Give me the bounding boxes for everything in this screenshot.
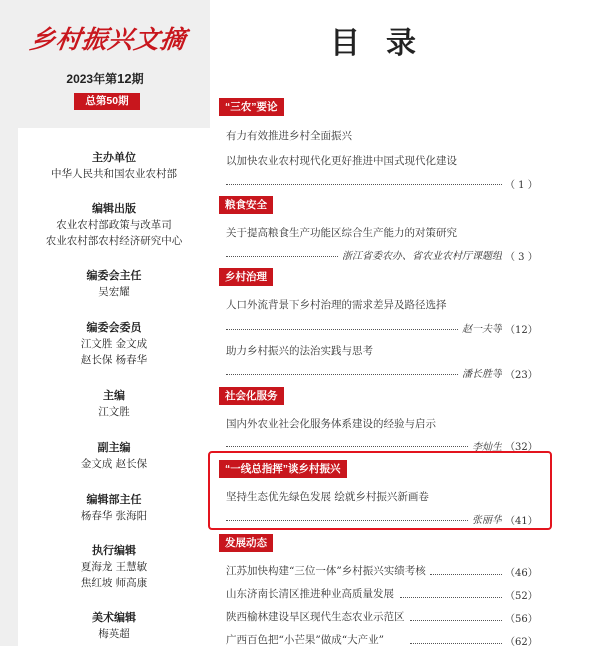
block-line: 金文成 赵长保 (80, 458, 148, 470)
author-name: 潘长胜等 (459, 365, 502, 380)
block-line: 中华人民共和国农业农村部 (51, 168, 177, 180)
sponsor-block (18, 150, 210, 182)
toc-entry[interactable]: 人口外流背景下乡村治理的需求差异及路径选择 (226, 299, 447, 311)
page-number: （56） (502, 610, 538, 625)
block-line: 夏海龙 王慧敏 (80, 561, 148, 573)
page-number: （46） (502, 564, 538, 579)
deputy-editor-block (18, 440, 210, 472)
section-tag-sannong: “三农”要论 (219, 98, 284, 116)
block-heading: 主办单位 (92, 151, 136, 164)
section-tag-social-services: 社会化服务 (219, 387, 284, 405)
page-number: （ 1 ） (502, 176, 538, 191)
page-number: （ 3 ） (502, 248, 538, 263)
editorial-panel (18, 128, 210, 646)
block-heading: 编辑出版 (92, 202, 136, 215)
page-number: （32） (502, 438, 538, 453)
toc-entry[interactable]: 关于提高粮食生产功能区综合生产能力的对策研究 (226, 227, 457, 239)
toc-entry[interactable]: 广西百色把“小芒果”做成“大产业” (226, 634, 384, 646)
section-tag-food-security: 粮食安全 (219, 196, 273, 214)
block-heading: 编辑部主任 (86, 493, 142, 506)
issue-suffix: 期 (131, 72, 144, 86)
issue-year: 2023年第 (66, 72, 118, 86)
total-issue-badge: 总第50期 (74, 93, 140, 110)
magazine-logo: 乡村振兴文摘 (28, 25, 189, 54)
art-editor-block (18, 610, 210, 642)
committee-members-block (18, 320, 210, 368)
editorial-director-block (18, 492, 210, 524)
block-line: 梅英超 (98, 628, 130, 640)
section-tag-development-news: 发展动态 (219, 534, 273, 552)
author-name: 李灿生 (469, 438, 502, 453)
block-heading: 编委会委员 (86, 321, 142, 334)
toc-entry[interactable]: 江苏加快构建“三位一体”乡村振兴实绩考核 (226, 565, 426, 577)
toc-entry[interactable]: 以加快农业农村现代化更好推进中国式现代化建设 (226, 155, 457, 167)
toc-entry[interactable]: 助力乡村振兴的法治实践与思考 (226, 345, 373, 357)
block-heading: 执行编辑 (92, 544, 136, 557)
toc-entry[interactable]: 国内外农业社会化服务体系建设的经验与启示 (226, 418, 436, 430)
page-number: （12） (502, 321, 538, 336)
masthead-sidebar (0, 0, 210, 646)
toc-entry[interactable]: 山东济南长清区推进种业高质量发展 (226, 588, 394, 600)
block-heading: 美术编辑 (92, 611, 136, 624)
block-heading: 主编 (103, 389, 125, 402)
block-line: 农业农村部农村经济研究中心 (45, 235, 183, 247)
block-line: 赵长保 杨春华 (80, 354, 148, 366)
page-number: （41） (502, 512, 538, 527)
editor-in-chief-block (18, 388, 210, 420)
author-name: 浙江省委农办、省农业农村厅课题组 (339, 247, 502, 262)
block-line: 江文胜 (98, 406, 130, 418)
page-number: （52） (502, 587, 538, 602)
committee-director-block (18, 268, 210, 300)
toc-entry[interactable]: 坚持生态优先绿色发展 绘就乡村振兴新画卷 (226, 491, 429, 503)
leader-dots (226, 184, 528, 185)
block-line: 杨春华 张海阳 (80, 510, 148, 522)
author-name: 张丽华 (469, 511, 502, 526)
toc-entry[interactable]: 陕西榆林建设旱区现代生态农业示范区 (226, 611, 405, 623)
block-line: 焦红坡 师高康 (80, 577, 148, 589)
block-line: 吴宏耀 (98, 286, 130, 298)
block-line: 江文胜 金文成 (80, 338, 148, 350)
issue-num: 12 (117, 71, 132, 86)
section-tag-governance: 乡村治理 (219, 268, 273, 286)
toc-title: 目录 (330, 26, 442, 61)
block-line: 农业农村部政策与改革司 (56, 219, 172, 231)
toc-entry[interactable]: 有力有效推进乡村全面振兴 (226, 130, 352, 142)
page-number: （62） (502, 633, 538, 646)
executive-editors-block (18, 543, 210, 591)
author-name: 赵一夫等 (459, 320, 502, 335)
section-tag-frontline-commander: “一线总指挥”谈乡村振兴 (219, 460, 347, 478)
publisher-block (18, 201, 210, 249)
block-heading: 副主编 (97, 441, 131, 454)
block-heading: 编委会主任 (86, 269, 142, 282)
page-number: （23） (502, 366, 538, 381)
issue-number (0, 70, 210, 87)
